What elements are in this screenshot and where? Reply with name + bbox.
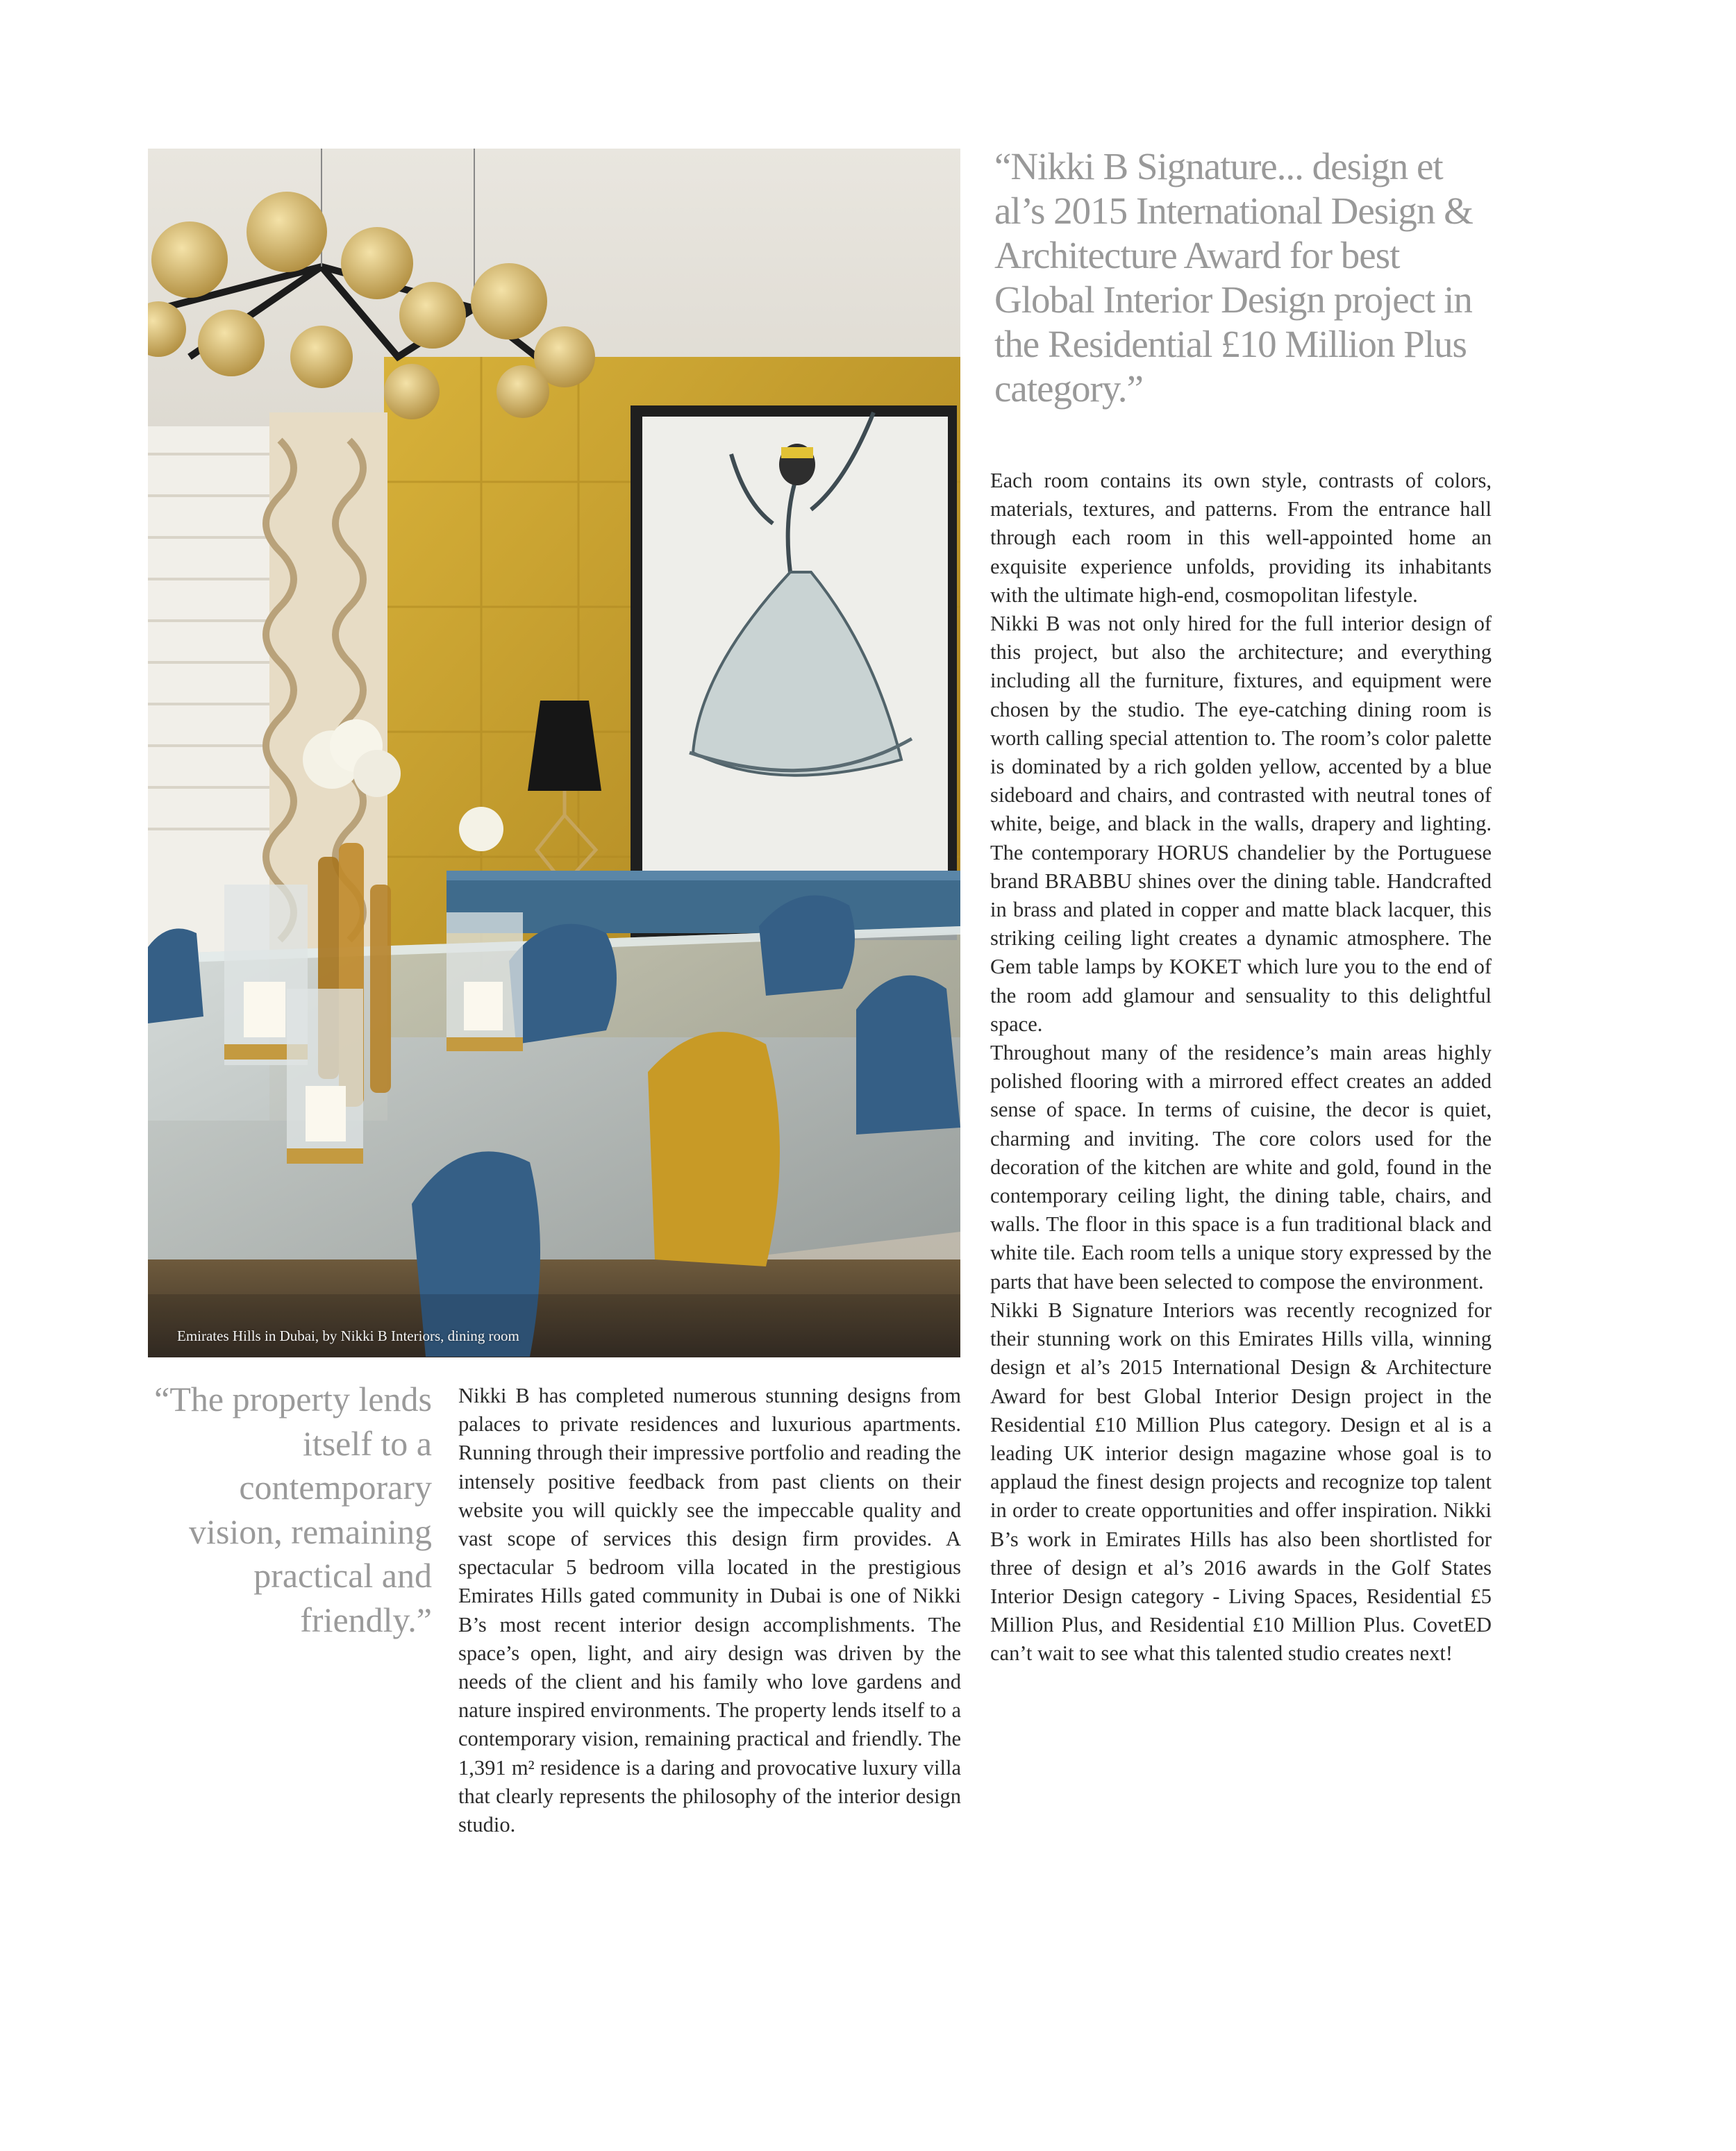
article-column-right: [990, 467, 1492, 1668]
paragraph: Throughout many of the residence’s main areas highly polished flooring with a mirrored effect creates an added sense of space. In terms of cuisine, the decor is quiet, charming and inviting. The core colors used for the decoration of the kitchen are white and gold, found in the contemporary ceiling light, the dining table, chairs, and walls. The floor in this space is a fun traditional black and white tile. Each room tells a unique story expressed by the parts that have been selected to compose the environment.: [990, 1041, 1492, 1294]
paragraph: Nikki B Signature Interiors was recently recognized for their stunning work on this Emirates Hills villa, winning design et al’s 2015 International Design & Architecture Award for best Global Interior Design project in the Residential £10 Million Plus category. Design et al is a leading UK interior design magazine whose goal is to applaud the finest design projects and recognize top talent in order to create opportunities and offer inspiration. Nikki B’s work in Emirates Hills has also been shortlisted for three of design et al’s 2016 awards in the Golf States Interior Design category - Living Spaces, Residential £5 Million Plus, and Residential £10 Million Plus. CovetED can’t wait to see what this talented studio creates next!: [990, 1298, 1492, 1666]
dining-room-illustration: [148, 149, 960, 1357]
paragraph: Nikki B was not only hired for the full interior design of this project, but also the architecture; and everything including all the furniture, fixtures, and equipment were chosen by the studio. The eye-catching dining room is worth calling special attention to. The room’s color palette is dominated by a rich golden yellow, accented by a blue sideboard and chairs, and contrasted with neutral tones of white, beige, and black in the walls, drapery and lighting. The contemporary HORUS chandelier by the Portuguese brand BRABBU shines over the dining table. Handcrafted in brass and plated in copper and matte black lacquer, this striking ceiling light creates a dynamic atmosphere. The Gem table lamps by KOKET which lure you to the end of the room add glamour and sensuality to this delightful space.: [990, 612, 1492, 1036]
paragraph: Nikki B has completed numerous stunning designs from palaces to private residences and luxurious apartments. Running through their impressive portfolio and reading the intensely positive feedback from past clients on their website you will quickly see the impeccable quality and vast scope of services this design firm provides. A spectacular 5 bedroom villa located in the prestigious Emirates Hills gated community in Dubai is one of Nikki B’s most recent interior design accomplishments. The space’s open, light, and airy design was driven by the needs of the client and his family who love gardens and nature inspired environments. The property lends itself to a contemporary vision, remaining practical and friendly. The 1,391 m² residence is a daring and provocative luxury villa that clearly represents the philosophy of the interior design studio.: [458, 1384, 961, 1837]
photo-caption: Emirates Hills in Dubai, by Nikki B Interiors, dining room: [177, 1328, 519, 1344]
article-column-middle: [458, 1382, 961, 1839]
dining-room-photo: [148, 149, 960, 1357]
pull-quote-award: “Nikki B Signature... design et al’s 2015 International Design & Architecture Award for best Global Interior Design project in the Residential £10 Million Plus category.”: [994, 145, 1473, 410]
pull-quote-property: “The property lends itself to a contemporary vision, remaining practical and friendly.”: [154, 1380, 432, 1639]
paragraph: Each room contains its own style, contrasts of colors, materials, textures, and patterns. From the entrance hall through each room in this well-appointed home an exquisite experience unfolds, providing its inhabitants with the ultimate high-end, cosmopolitan lifestyle.: [990, 469, 1492, 607]
